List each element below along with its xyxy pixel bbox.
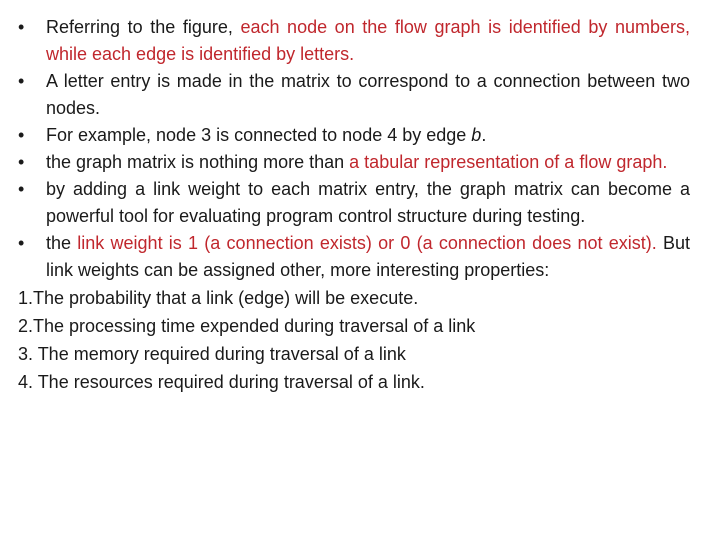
bullet-text: the (46, 233, 78, 253)
numbered-item: 3. The memory required during traversal of a link (18, 344, 406, 364)
bullet-marker: • (18, 125, 25, 145)
bullet-text: But link weights can be assigned other, more interesting properties: (46, 233, 690, 280)
bullet-marker: • (18, 152, 25, 172)
numbered-item: 1.The probability that a link (edge) will be execute. (18, 288, 419, 308)
highlighted-text: link weight is 1 (a connection exists) or 0 (a connection does not exist). (77, 233, 657, 253)
numbered-item: 4. The resources required during traversal of a link. (18, 372, 425, 392)
numbered-item: 2.The processing time expended during traversal of a link (18, 316, 476, 336)
bullet-item (18, 122, 690, 149)
highlighted-text: a tabular representation of a flow graph. (349, 152, 668, 172)
bullet-item (18, 149, 690, 176)
bullet-marker: • (18, 71, 25, 91)
bullet-text: Referring to the figure, (46, 17, 241, 37)
bullet-marker: • (18, 233, 25, 253)
bullet-text: A letter entry is made in the matrix to correspond to a connection between two nodes. (46, 71, 690, 118)
bullet-text: by adding a link weight to each matrix entry, the graph matrix can become a powerful tool for evaluating program control structure during testing. (46, 179, 690, 226)
bullet-text: the graph matrix is nothing more than (46, 152, 350, 172)
highlighted-text: each node on the flow graph is identified by numbers, while each edge is identified by letters. (46, 17, 690, 64)
bullet-text: For example, node 3 is connected to node 4 by edge (46, 125, 472, 145)
bullet-item (18, 68, 690, 122)
numbered-list (18, 284, 690, 396)
bullet-marker: • (18, 179, 25, 199)
bullet-text: b (471, 125, 482, 145)
bullet-item (18, 14, 690, 68)
bullet-text: . (481, 125, 487, 145)
bullet-item (18, 176, 690, 230)
bullet-marker: • (18, 17, 25, 37)
bullet-list (18, 14, 690, 284)
bullet-item (18, 230, 690, 284)
